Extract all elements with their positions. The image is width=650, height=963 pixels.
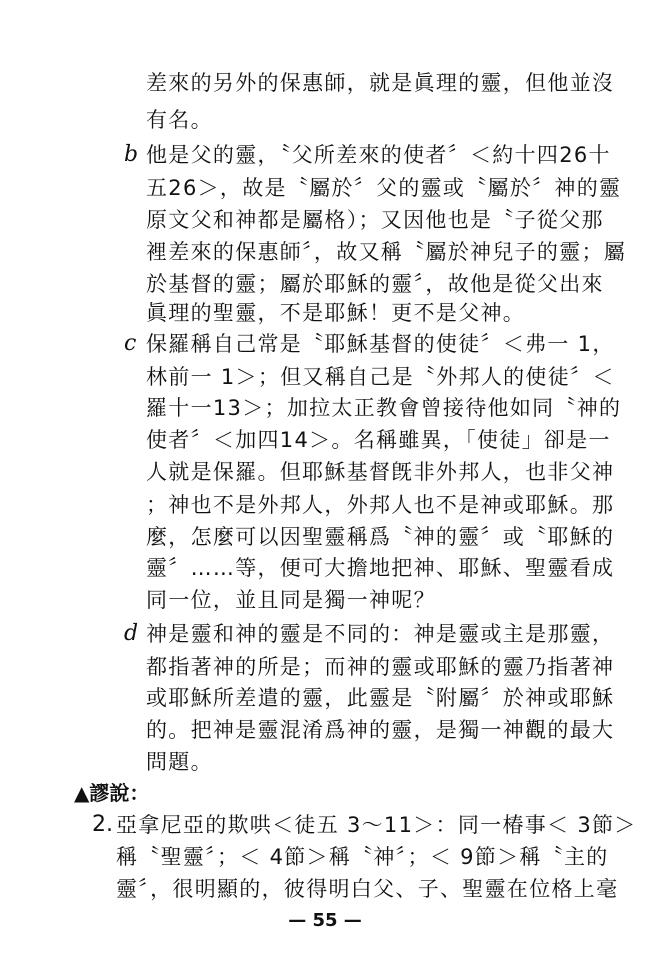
text-line: 人就是保羅。但耶穌基督旣非外邦人，也非父神 (146, 460, 615, 484)
item-marker-b: b (124, 142, 139, 167)
section-heading: ▲謬說： (74, 781, 150, 805)
text-line: 靈〞……等，便可大擔地把神、耶穌、聖靈看成 (146, 556, 615, 580)
text-line: 眞理的聖靈，不是耶穌！更不是父神。 (146, 301, 526, 325)
text-line: 他是父的靈，〝父所差來的使者〞＜約十四26十 (146, 143, 611, 167)
text-line: 稱〝聖靈〞；＜ 4節＞稱〝神〞；＜ 9節＞稱〝主的 (116, 845, 609, 869)
text-line: 林前一 1＞；但又稱自己是〝外邦人的使徒〞＜ (146, 365, 615, 389)
text-line: 使者〞＜加四14＞。名稱雖異，「使徒」卻是一 (146, 428, 611, 452)
text-line: 同一位，並且同是獨一神呢？ (146, 588, 436, 612)
text-line: 有名。 (146, 108, 213, 132)
text-line: 差來的另外的保惠師，就是眞理的靈，但他並沒 (146, 71, 615, 95)
text-line: 問題。 (146, 750, 213, 774)
point-number: 2. (92, 812, 113, 837)
text-line: ；神也不是外邦人，外邦人也不是神或耶穌。那 (146, 493, 615, 517)
text-line: 五26＞，故是〝屬於〞父的靈或〝屬於〞神的靈 (146, 176, 622, 200)
text-line: 都指著神的所是；而神的靈或耶穌的靈乃指著神 (146, 655, 615, 679)
text-line: 神是靈和神的靈是不同的：神是靈或主是那靈， (146, 622, 615, 646)
item-marker-c: c (124, 331, 137, 356)
text-line: 靈〞，很明顯的，彼得明白父、子、聖靈在位格上毫 (116, 877, 619, 901)
text-line: 裡差來的保惠師〞，故又稱〝屬於神兒子的靈；屬 (146, 240, 627, 264)
text-line: 原文父和神都是屬格）；又因他也是〝子從父那 (146, 208, 604, 232)
text-line: 或耶穌所差遣的靈，此靈是〝附屬〞於神或耶穌 (146, 686, 615, 710)
text-line: 於基督的靈；屬於耶穌的靈〞，故他是從父出來 (146, 272, 604, 296)
item-marker-d: d (124, 621, 139, 646)
text-line: 麼，怎麼可以因聖靈稱爲〝神的靈〞或〝耶穌的 (146, 525, 615, 549)
text-line: 保羅稱自己常是〝耶穌基督的使徒〞＜弗一 1， (146, 332, 615, 356)
text-line: 亞拿尼亞的欺哄＜徒五 3～11＞：同一椿事＜ 3節＞ (116, 813, 637, 837)
text-line: 羅十一13＞；加拉太正教會曾接待他如同〝神的 (146, 396, 622, 420)
page-number: — 55 — (288, 910, 362, 931)
text-line: 的。把神是靈混淆爲神的靈，是獨一神觀的最大 (146, 718, 615, 742)
